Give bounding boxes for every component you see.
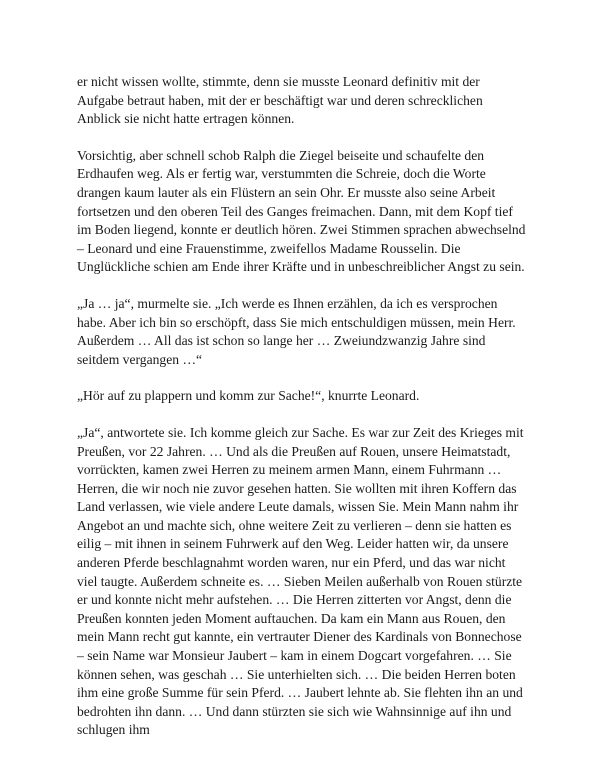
document-page xyxy=(77,73,529,740)
paragraph-2: Vorsichtig, aber schnell schob Ralph die Ziegel beiseite und schaufelte den Erdhaufen weg. Als er fertig war, verstummten die Schreie, doch die Worte drangen kaum lauter als ein Flüstern an sein Ohr. Er musste also seine Arbeit fortsetzen und den oberen Teil des Ganges freimachen. Dann, mit dem Kopf tief im Boden liegend, konnte er deutlich hören. Zwei Stimmen sprachen abwechselnd – Leonard und eine Frauenstimme, zweifellos Madame Rousselin. Die Unglückliche schien am Ende ihrer Kräfte und in unbeschreiblicher Angst zu sein. xyxy=(77,147,526,275)
paragraph-3: „Ja … ja“, murmelte sie. „Ich werde es Ihnen erzählen, da ich es versprochen habe. Aber ich bin so erschöpft, dass Sie mich entschuldigen müssen, mein Herr. Außerdem … All das ist schon so lange her … Zweiundzwanzig Jahre sind seitdem vergangen …“ xyxy=(77,295,516,367)
paragraph-1: er nicht wissen wollte, stimmte, denn sie musste Leonard definitiv mit der Aufgabe betraut haben, mit der er beschäftigt war und deren schrecklichen Anblick sie nicht hatte ertragen können. xyxy=(77,74,483,127)
paragraph-5: „Ja“, antwortete sie. Ich komme gleich zur Sache. Es war zur Zeit des Krieges mit Preußen, vor 22 Jahren. … Und als die Preußen auf Rouen, unsere Heimatstadt, vorrückten, kamen zwei Herren zu meinem armen Mann, einem Fuhrmann … Herren, die wir noch nie zuvor gesehen hatten. Sie wollten mit ihren Koffern das Land verlassen, wie viele andere Leute damals, wissen Sie. Mein Mann nahm ihr Angebot an und machte sich, ohne weitere Zeit zu verlieren – denn sie hatten es eilig – mit ihnen in seinem Fuhrwerk auf den Weg. Leider hatten wir, da unsere anderen Pferde beschlagnahmt worden waren, nur ein Pferd, und das war nicht viel taugte. Außerdem schneite es. … Sieben Meilen außerhalb von Rouen stürzte er und konnte nicht mehr aufstehen. … Die Herren zitterten vor Angst, denn die Preußen konnten jeden Moment auftauchen. Da kam ein Mann aus Rouen, den mein Mann recht gut kannte, ein vertrauter Diener des Kardinals von Bonnechose – sein Name war Monsieur Jaubert – kam in einem Dogcart vorgefahren. … Sie können sehen, was geschah … Sie unterhielten sich. … Die beiden Herren boten ihm eine große Summe für sein Pferd. … Jaubert lehnte ab. Sie flehten ihn an und bedrohten ihn dann. … Und dann stürzten sie sich wie Wahnsinnige auf ihn und schlugen ihm xyxy=(77,424,524,738)
paragraph-4: „Hör auf zu plappern und komm zur Sache!“, knurrte Leonard. xyxy=(77,388,420,404)
